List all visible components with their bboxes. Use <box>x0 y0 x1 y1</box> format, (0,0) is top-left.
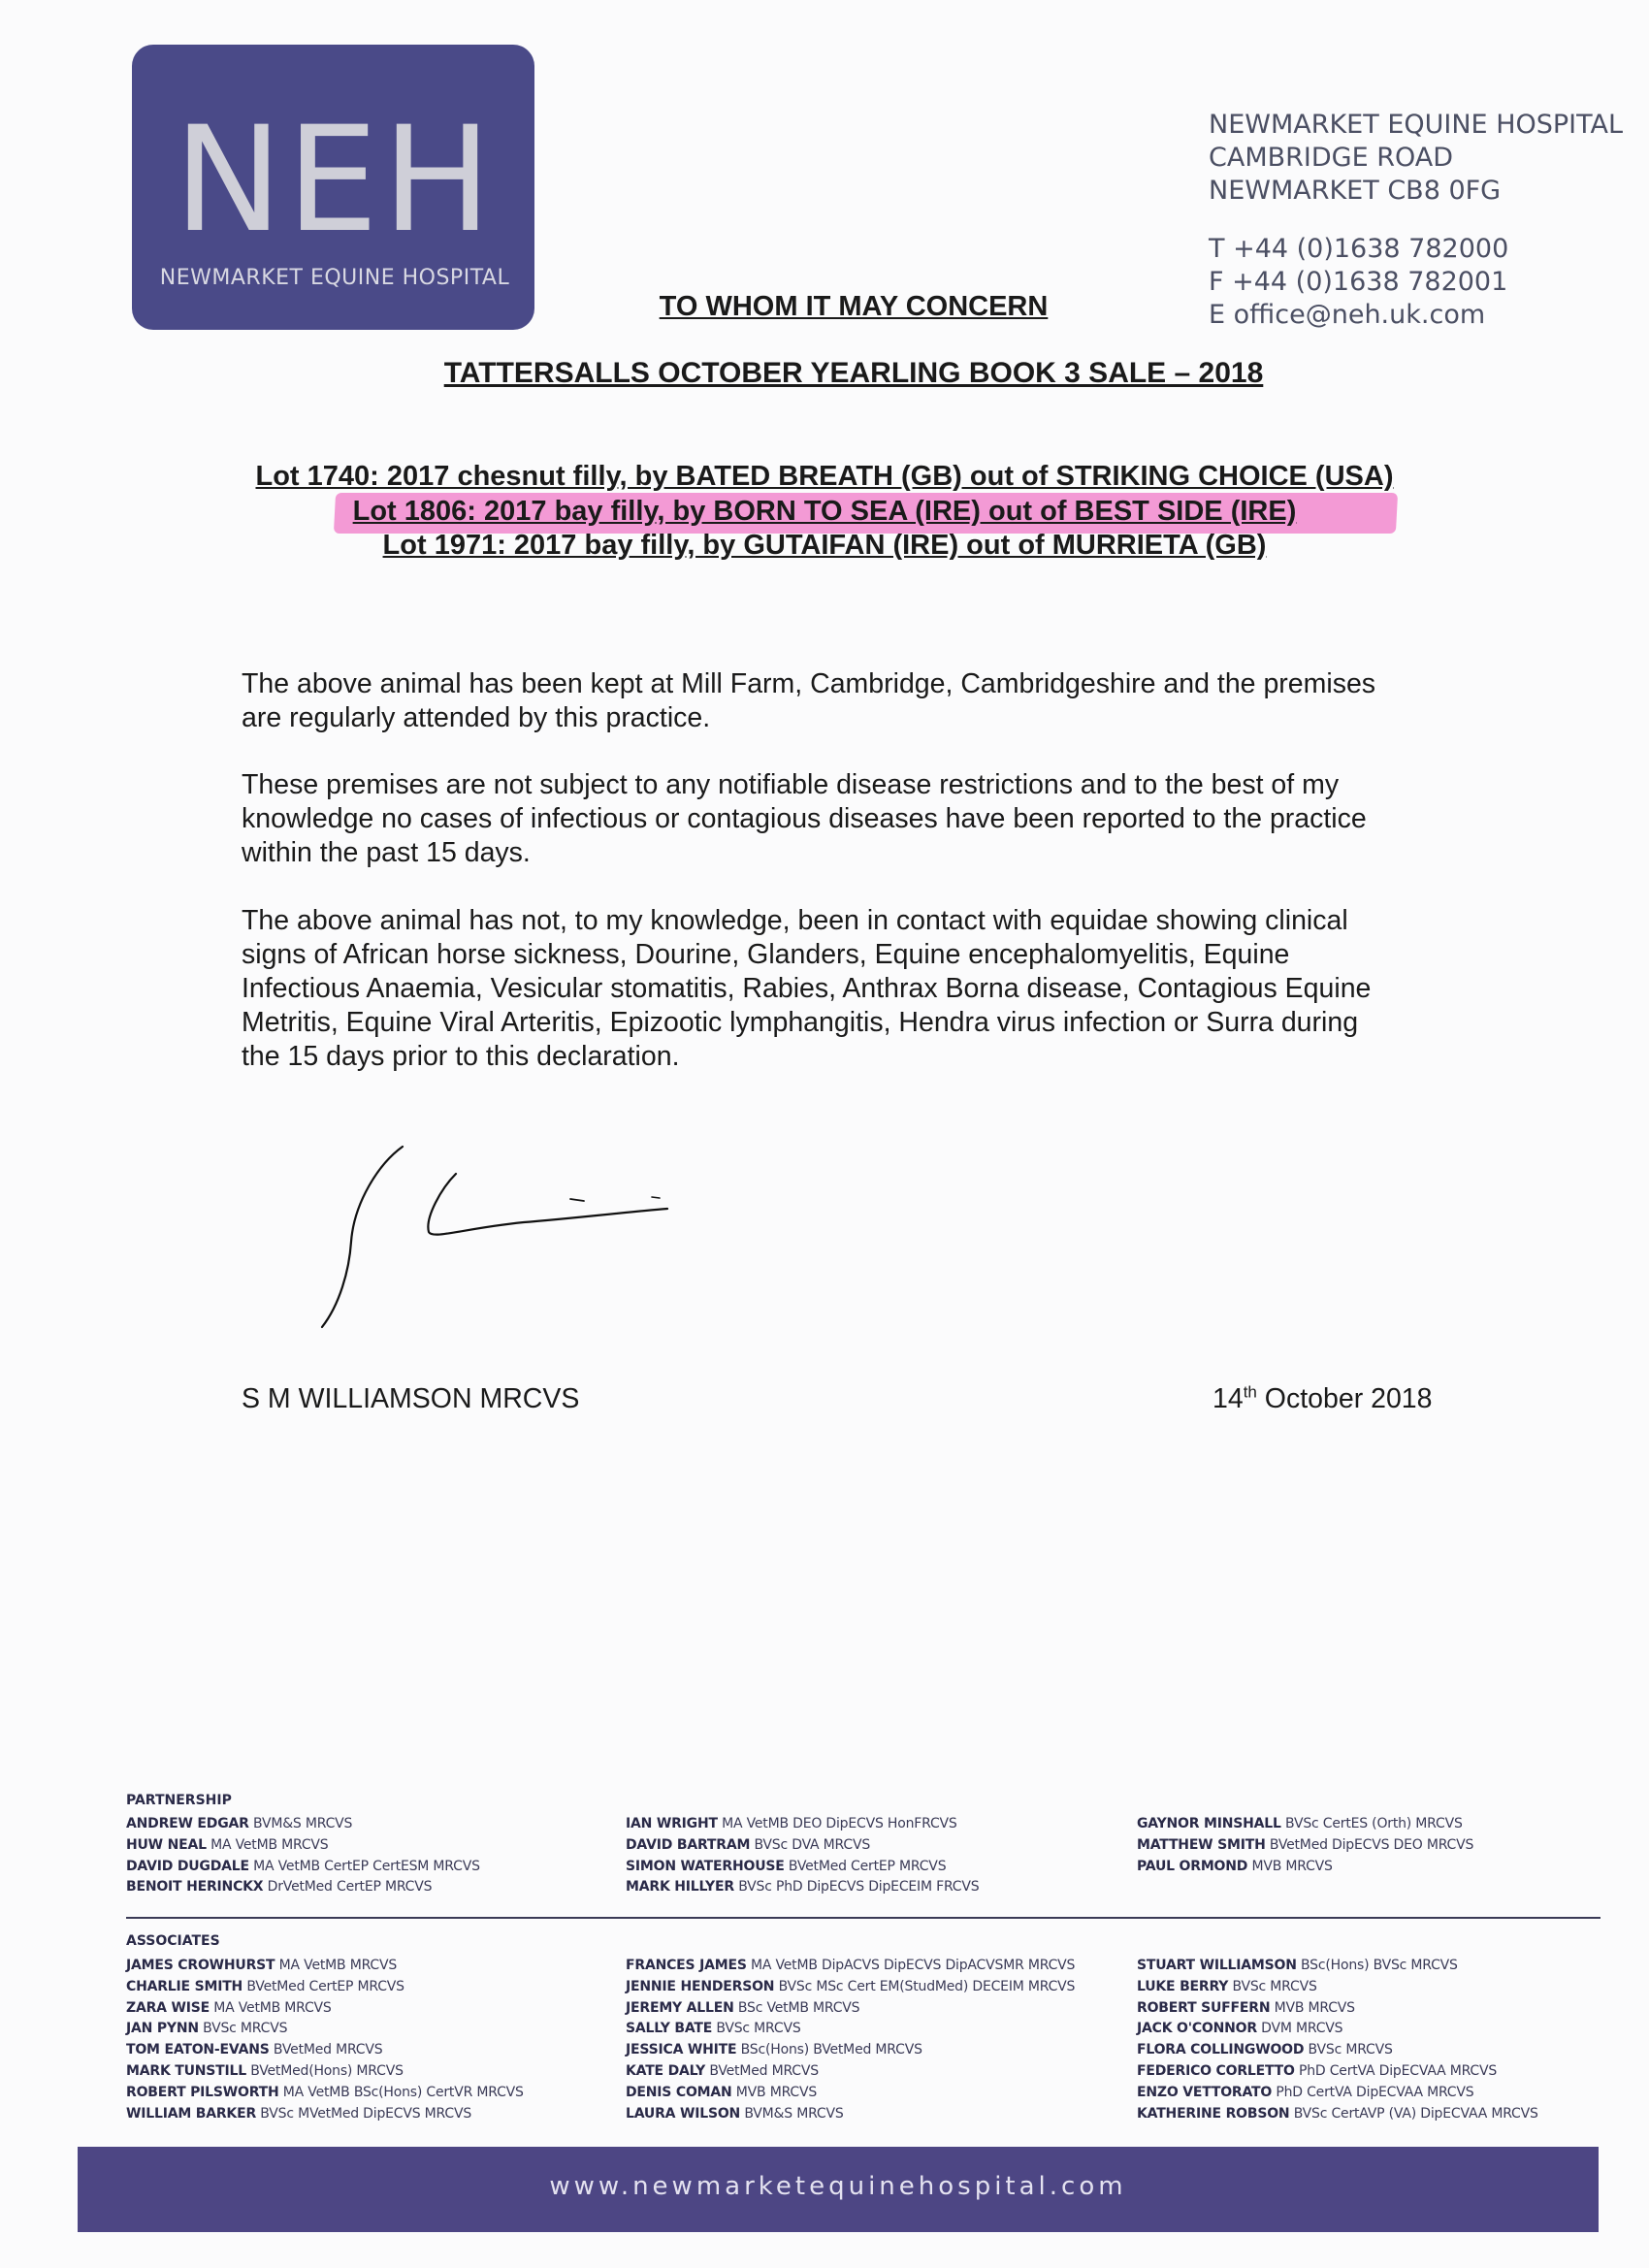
paragraph-line: These premises are not subject to any notifiable disease restrictions and to the best of my <box>242 769 1340 800</box>
staff-entry: IAN WRIGHT MA VetMB DEO DipECVS HonFRCVS <box>626 1816 957 1831</box>
logo <box>132 45 534 330</box>
staff-entry: JENNIE HENDERSON BVSc MSc Cert EM(StudMed) DECEIM MRCVS <box>626 1978 1076 1994</box>
staff-entry: KATHERINE ROBSON BVSc CertAVP (VA) DipECVAA MRCVS <box>1137 2105 1538 2122</box>
staff-entry: ZARA WISE MA VetMB MRCVS <box>126 1999 332 2016</box>
lot-line: Lot 1740: 2017 chesnut filly, by BATED BREATH (GB) out of STRIKING CHOICE (USA) <box>255 461 1394 492</box>
staff-entry: FEDERICO CORLETTO PhD CertVA DipECVAA MRCVS <box>1137 2062 1498 2079</box>
footer-divider <box>126 1917 1600 1919</box>
staff-entry: SIMON WATERHOUSE BVetMed CertEP MRCVS <box>626 1858 947 1874</box>
staff-entry: FLORA COLLINGWOOD BVSc MRCVS <box>1137 2042 1393 2058</box>
associates-heading: ASSOCIATES <box>126 1933 220 1949</box>
staff-entry: DAVID BARTRAM BVSc DVA MRCVS <box>626 1836 871 1853</box>
partnership-column <box>1137 1814 1473 1877</box>
staff-entry: MATTHEW SMITH BVetMed DipECVS DEO MRCVS <box>1137 1836 1474 1853</box>
staff-entry: TOM EATON-EVANS BVetMed MRCVS <box>126 2042 383 2058</box>
paragraph-line: within the past 15 days. <box>242 837 531 868</box>
staff-entry: DENIS COMAN MVB MRCVS <box>626 2084 818 2100</box>
address-block <box>1209 109 1623 208</box>
staff-entry: HUW NEAL MA VetMB MRCVS <box>126 1836 329 1853</box>
contact-block <box>1209 233 1508 332</box>
staff-entry: ENZO VETTORATO PhD CertVA DipECVAA MRCVS <box>1137 2084 1474 2100</box>
staff-entry: JESSICA WHITE BSc(Hons) BVetMed MRCVS <box>626 2042 922 2058</box>
staff-entry: JAMES CROWHURST MA VetMB MRCVS <box>126 1958 398 1973</box>
logo-subtitle: NEWMARKET EQUINE HOSPITAL <box>159 266 510 290</box>
address-line: CAMBRIDGE ROAD <box>1209 143 1454 173</box>
associates-column <box>1137 1956 1538 2124</box>
staff-entry: LAURA WILSON BVM&S MRCVS <box>626 2105 844 2122</box>
email: E office@neh.uk.com <box>1209 300 1486 330</box>
associates-column <box>626 1956 1075 2124</box>
date-suffix: th <box>1243 1382 1257 1402</box>
staff-entry: JACK O'CONNOR DVM MRCVS <box>1137 2021 1343 2037</box>
paragraph <box>242 667 1483 735</box>
lot-line-highlighted: Lot 1806: 2017 bay filly, by BORN TO SEA (IRE) out of BEST SIDE (IRE) <box>352 496 1297 527</box>
staff-entry: ROBERT SUFFERN MVB MRCVS <box>1137 1999 1355 2016</box>
paragraph-line: are regularly attended by this practice. <box>242 702 711 733</box>
staff-entry: ROBERT PILSWORTH MA VetMB BSc(Hons) CertVR MRCVS <box>126 2084 524 2100</box>
staff-entry: DAVID DUGDALE MA VetMB CertEP CertESM MRCVS <box>126 1858 480 1874</box>
staff-entry: LUKE BERRY BVSc MRCVS <box>1137 1978 1317 1994</box>
staff-entry: FRANCES JAMES MA VetMB DipACVS DipECVS DipACVSMR MRCVS <box>626 1958 1076 1973</box>
staff-entry: KATE DALY BVetMed MRCVS <box>626 2062 819 2079</box>
associates-column <box>126 1956 524 2124</box>
paragraph-line: The above animal has not, to my knowledge, been in contact with equidae showing clinical <box>242 905 1348 936</box>
paragraph <box>242 904 1483 1074</box>
staff-entry: ANDREW EDGAR BVM&S MRCVS <box>126 1816 353 1831</box>
partnership-column <box>626 1814 979 1898</box>
website-url[interactable]: www.newmarketequinehospital.com <box>549 2172 1127 2201</box>
fax: F +44 (0)1638 782001 <box>1209 267 1508 297</box>
address-line: NEWMARKET EQUINE HOSPITAL <box>1209 110 1624 140</box>
staff-entry: CHARLIE SMITH BVetMed CertEP MRCVS <box>126 1978 404 1994</box>
lot-line: Lot 1971: 2017 bay filly, by GUTAIFAN (IRE) out of MURRIETA (GB) <box>382 530 1267 561</box>
staff-entry: MARK TUNSTILL BVetMed(Hons) MRCVS <box>126 2062 404 2079</box>
staff-entry: STUART WILLIAMSON BSc(Hons) BVSc MRCVS <box>1137 1958 1458 1973</box>
paragraph-line: signs of African horse sickness, Dourine, Glanders, Equine encephalomyelitis, Equine <box>242 939 1290 970</box>
date-day: 14 <box>1212 1383 1244 1414</box>
heading: TO WHOM IT MAY CONCERN <box>659 291 1049 322</box>
date-rest: October 2018 <box>1256 1383 1433 1414</box>
staff-entry: MARK HILLYER BVSc PhD DipECVS DipECEIM FRCVS <box>626 1879 980 1895</box>
partnership-heading: PARTNERSHIP <box>126 1793 232 1808</box>
staff-entry: PAUL ORMOND MVB MRCVS <box>1137 1858 1333 1874</box>
paragraph-line: Infectious Anaemia, Vesicular stomatitis, Rabies, Anthrax Borna disease, Contagious Equine <box>242 973 1372 1004</box>
staff-entry: JEREMY ALLEN BSc VetMB MRCVS <box>626 1999 860 2016</box>
paragraph-line: knowledge no cases of infectious or contagious diseases have been reported to the practice <box>242 803 1367 834</box>
paragraph <box>242 768 1483 870</box>
staff-entry: WILLIAM BARKER BVSc MVetMed DipECVS MRCVS <box>126 2105 472 2122</box>
staff-entry: SALLY BATE BVSc MRCVS <box>626 2021 801 2037</box>
sale-title: TATTERSALLS OCTOBER YEARLING BOOK 3 SALE – 2018 <box>443 357 1264 389</box>
signature <box>310 1135 679 1339</box>
logo-mark: NEH <box>174 96 496 265</box>
footer-band <box>78 2147 1599 2232</box>
letter-date <box>1212 1383 1433 1415</box>
address-line: NEWMARKET CB8 0FG <box>1209 176 1502 206</box>
staff-entry: JAN PYNN BVSc MRCVS <box>126 2021 288 2037</box>
paragraph-line: Metritis, Equine Viral Arteritis, Epizootic lymphangitis, Hendra virus infection or Surra during <box>242 1007 1359 1038</box>
staff-entry: GAYNOR MINSHALL BVSc CertES (Orth) MRCVS <box>1137 1816 1463 1831</box>
paragraph-line: The above animal has been kept at Mill Farm, Cambridge, Cambridgeshire and the premises <box>242 668 1376 699</box>
paragraph-line: the 15 days prior to this declaration. <box>242 1041 680 1072</box>
staff-entry: BENOIT HERINCKX DrVetMed CertEP MRCVS <box>126 1879 433 1895</box>
partnership-column <box>126 1814 480 1898</box>
telephone: T +44 (0)1638 782000 <box>1209 234 1509 264</box>
signer-name: S M WILLIAMSON MRCVS <box>242 1383 580 1414</box>
